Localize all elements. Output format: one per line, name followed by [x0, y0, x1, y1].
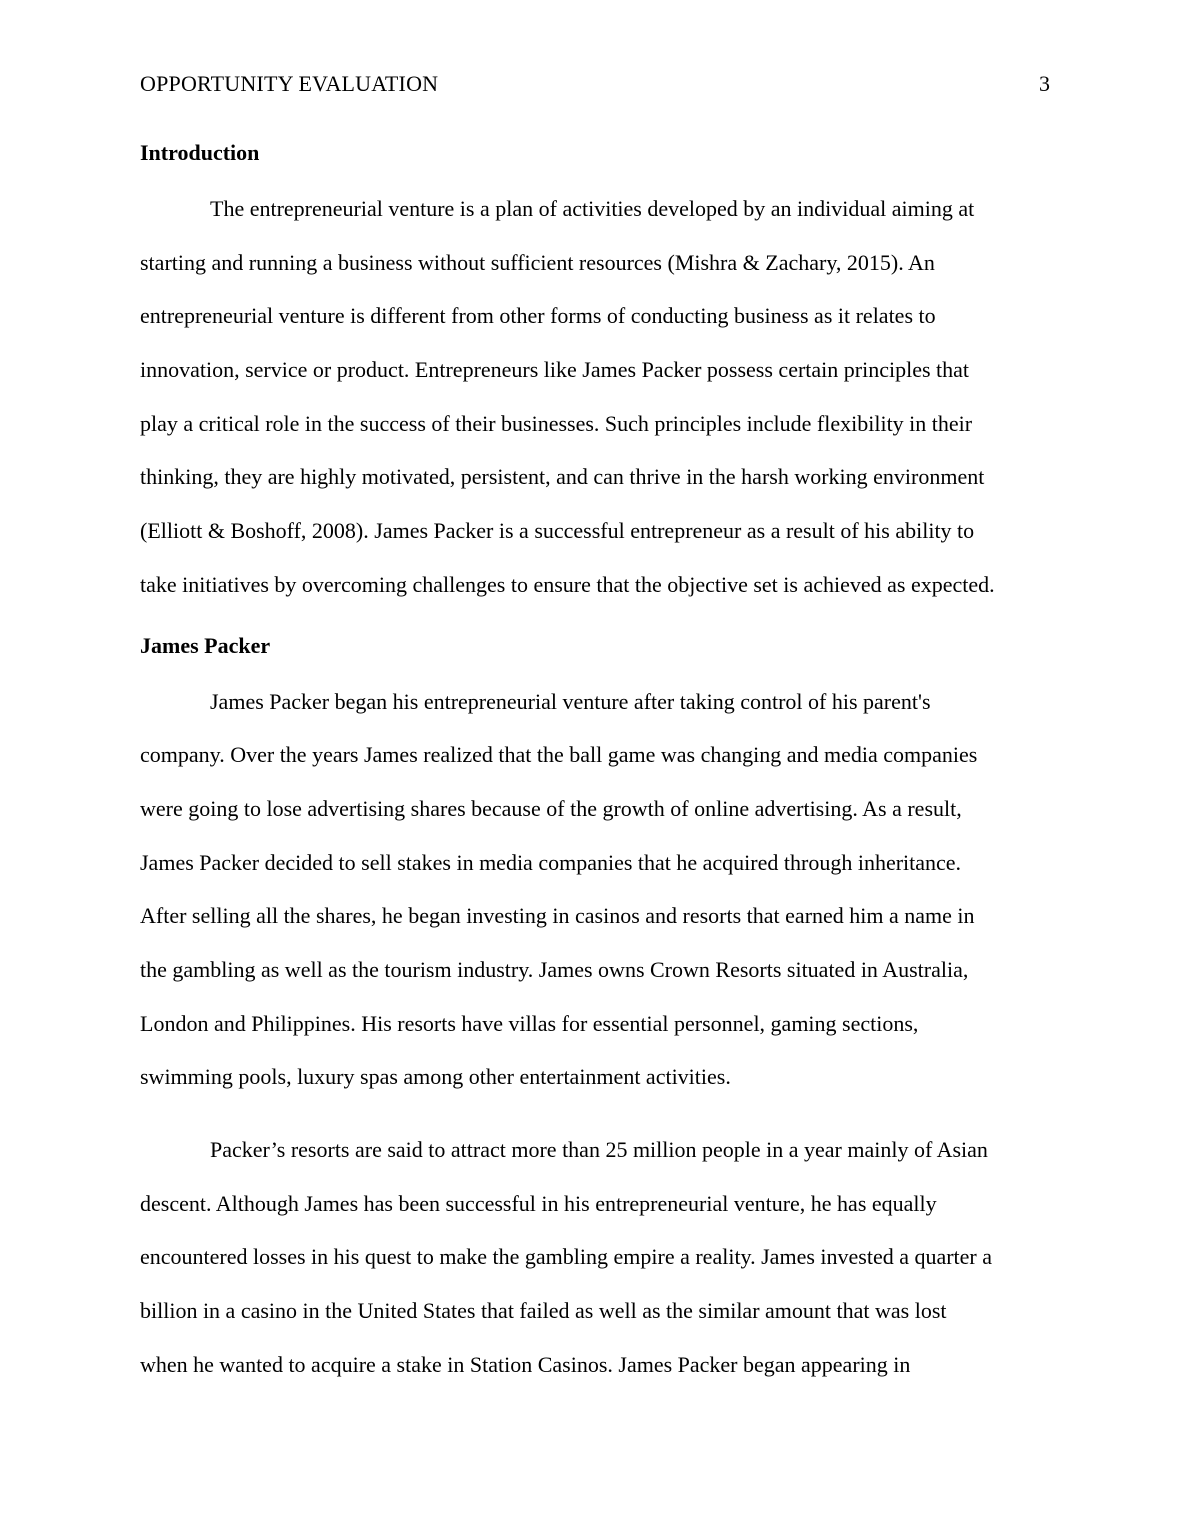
page-number: 3 [1039, 71, 1050, 96]
paragraph-line: descent. Although James has been successful in his entrepreneurial venture, he has equally [140, 1190, 937, 1216]
paragraph-line: London and Philippines. His resorts have villas for essential personnel, gaming sections, [140, 1010, 919, 1036]
paragraph-line: The entrepreneurial venture is a plan of activities developed by an individual aiming at [210, 196, 975, 221]
paragraph-line: were going to lose advertising shares because of the growth of online advertising. As a result, [140, 795, 962, 821]
running-head: OPPORTUNITY EVALUATION [140, 71, 439, 96]
paragraph-line: (Elliott & Boshoff, 2008). James Packer is a successful entrepreneur as a result of his ability to [140, 518, 975, 544]
paragraph-line: company. Over the years James realized that the ball game was changing and media companies [140, 742, 978, 768]
paragraph-line: thinking, they are highly motivated, persistent, and can thrive in the harsh working environment [140, 464, 985, 490]
section-heading-james-packer: James Packer [140, 632, 271, 658]
paragraph-line: innovation, service or product. Entrepreneurs like James Packer possess certain principles that [140, 357, 970, 383]
paragraph-james-packer-2 [140, 1123, 1050, 1391]
paragraph-line: Packer’s resorts are said to attract more than 25 million people in a year mainly of Asian [210, 1137, 988, 1162]
paragraph-line: After selling all the shares, he began investing in casinos and resorts that earned him a name in [140, 903, 975, 929]
paragraph-line: billion in a casino in the United States that failed as well as the similar amount that was lost [140, 1298, 947, 1324]
document-body [140, 138, 1050, 1391]
paragraph-line: James Packer decided to sell stakes in media companies that he acquired through inheritance. [140, 849, 962, 875]
paragraph-james-packer-1 [140, 675, 1050, 1105]
paragraph-introduction [140, 182, 1050, 612]
paragraph-line: when he wanted to acquire a stake in Station Casinos. James Packer began appearing in [140, 1351, 911, 1377]
section-heading-introduction: Introduction [140, 140, 260, 165]
paragraph-line: take initiatives by overcoming challenges to ensure that the objective set is achieved as expected. [140, 571, 995, 597]
paragraph-line: swimming pools, luxury spas among other entertainment activities. [140, 1064, 731, 1090]
paragraph-line: play a critical role in the success of their businesses. Such principles include flexibility in their [140, 410, 973, 436]
paragraph-line: the gambling as well as the tourism industry. James owns Crown Resorts situated in Australia, [140, 956, 969, 982]
paragraph-line: entrepreneurial venture is different from other forms of conducting business as it relates to [140, 303, 936, 329]
paragraph-line: starting and running a business without sufficient resources (Mishra & Zachary, 2015). An [140, 249, 935, 275]
paragraph-line: encountered losses in his quest to make the gambling empire a reality. James invested a quarter a [140, 1244, 993, 1270]
paragraph-line: James Packer began his entrepreneurial venture after taking control of his parent's [210, 688, 931, 714]
